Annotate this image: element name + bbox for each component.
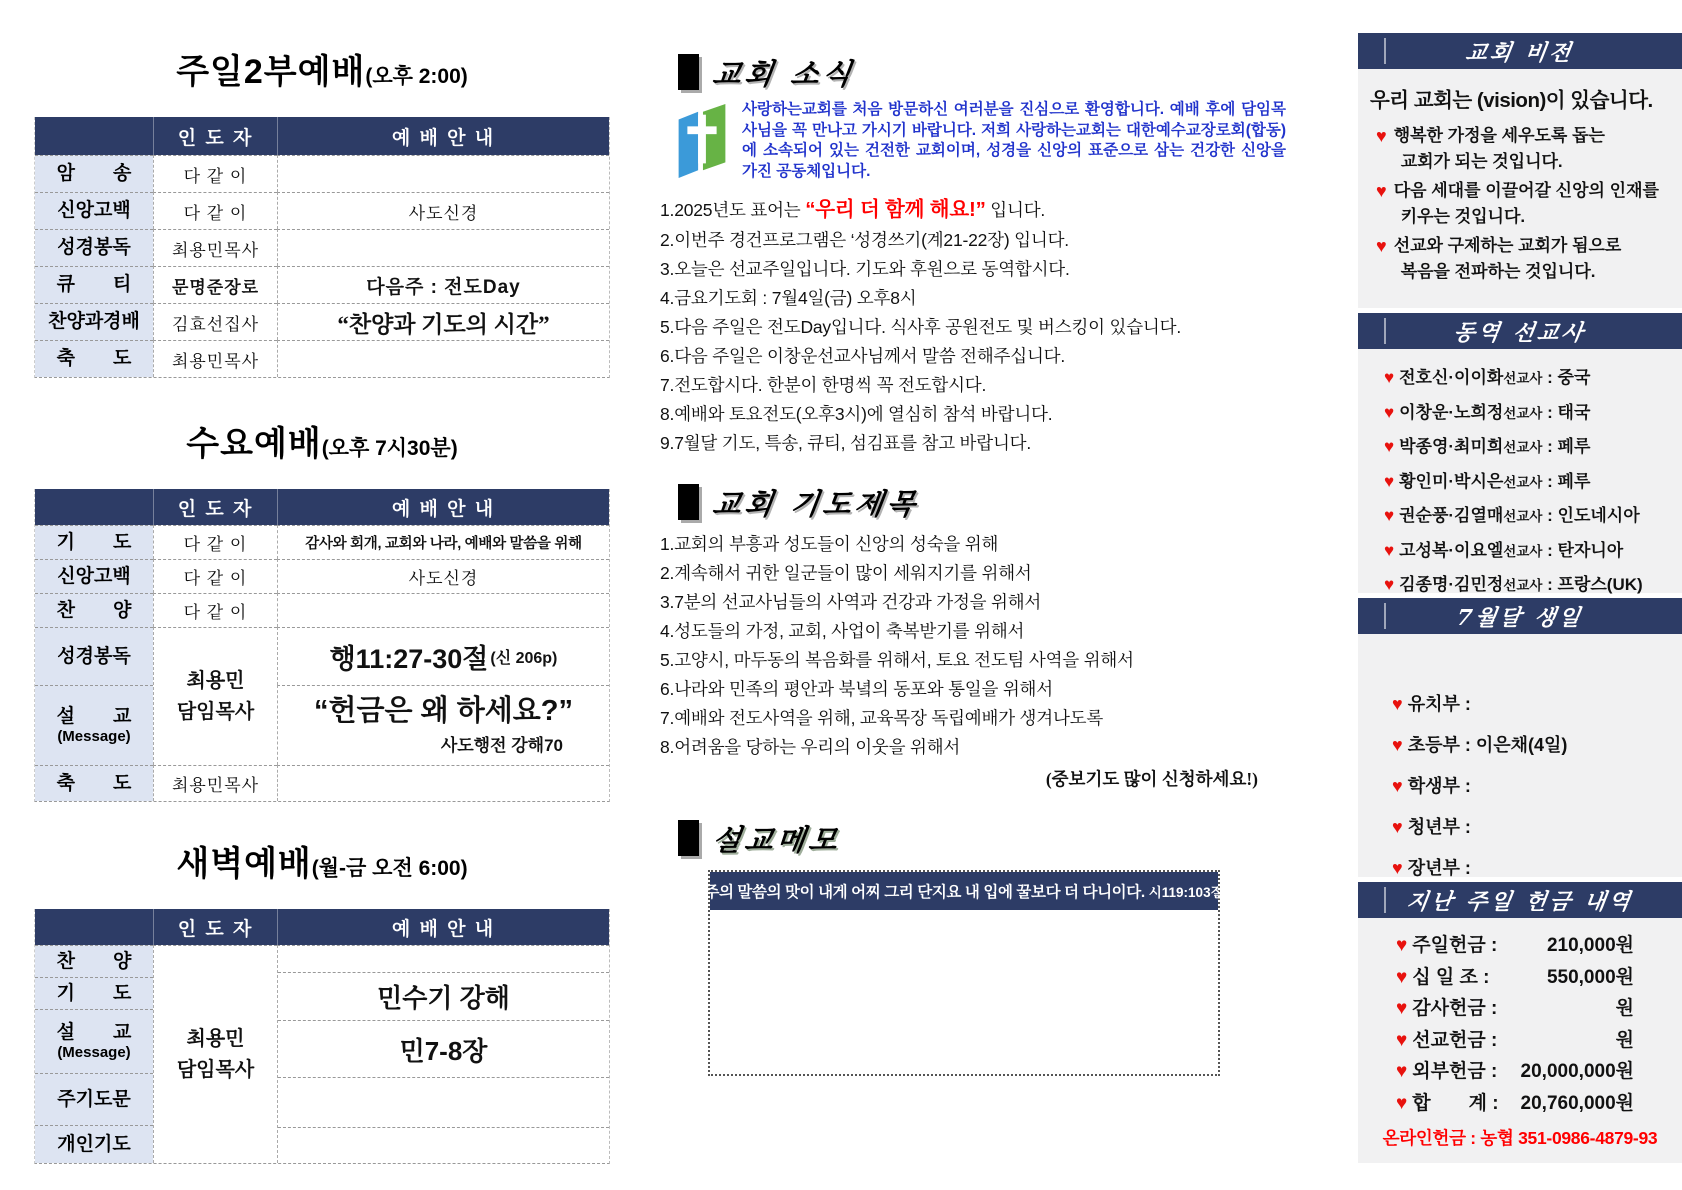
- dawn-service-table: [34, 909, 610, 1164]
- service-title-text: 새벽예배: [176, 845, 312, 883]
- info-cell-chapters: 민7-8장: [278, 1020, 609, 1078]
- service-title: [34, 416, 610, 465]
- row-label-sermon: 설 교 (Message): [35, 685, 153, 765]
- header-leader: 인 도 자: [153, 489, 277, 525]
- offering-amount: 20,760,000원: [1520, 1092, 1634, 1114]
- leader-cell: 다 같 이: [153, 192, 277, 229]
- news-list: [660, 194, 1286, 458]
- missionary-item: ♥ 이창운·노희정선교사 : 태국: [1384, 402, 1591, 422]
- heart-icon: ♥: [1384, 506, 1395, 525]
- offering-row: ♥ 외부헌금 : 20,000,000원: [1358, 1056, 1682, 1088]
- header-empty-cell: [35, 489, 153, 525]
- news-item: 6.다음 주일은 이창운선교사님께서 말씀 전해주십니다.: [660, 346, 1066, 366]
- scripture-text: 행11:27-30절: [329, 644, 489, 674]
- church-news-heading: [660, 52, 1286, 92]
- info-cell: 감사와 회개, 교회와 나라, 예배와 말씀을 위해: [277, 525, 609, 559]
- panel-heading-text: 교회 비전: [1464, 39, 1576, 66]
- birthdays-body: [1358, 634, 1682, 889]
- leader-role: 담임목사: [176, 700, 255, 723]
- panel-heading-text: 지난 주일 헌금 내역: [1404, 888, 1635, 915]
- leader-cell: 문명준장로: [153, 266, 277, 303]
- missionary-item: ♥ 고성복·이요엘선교사 : 탄자니아: [1384, 540, 1624, 560]
- offering-row: ♥ 합 계 : 20,760,000원: [1358, 1088, 1682, 1120]
- heart-icon: ♥: [1376, 126, 1387, 146]
- row-label: 성경봉독: [35, 229, 153, 266]
- missionary-item: ♥ 권순풍·김열매선교사 : 인도네시아: [1384, 506, 1640, 525]
- row-label: 찬 양: [35, 945, 153, 977]
- birthday-item: ♥ 학생부 :: [1392, 776, 1471, 796]
- vision-intro: 우리 교회는 (vision)이 있습니다.: [1370, 89, 1653, 112]
- worship-tables-column: [34, 44, 610, 1164]
- offering-row: ♥ 감사헌금 : 원: [1358, 993, 1682, 1025]
- leader-cell: 최용민목사: [153, 340, 277, 377]
- prayer-item: 4.성도들의 가정, 교회, 사업이 축복받기를 위해서: [660, 621, 1025, 641]
- leader-cell: 다 같 이: [153, 593, 277, 627]
- vision-item: ♥ 선교와 구제하는 교회가 됨으로 복음을 전파하는 것입니다.: [1368, 233, 1674, 285]
- row-label: 암 송: [35, 155, 153, 192]
- heart-icon: ♥: [1384, 540, 1395, 560]
- offering-amount: 550,000원: [1546, 966, 1634, 988]
- row-label: 신앙고백: [35, 559, 153, 593]
- welcome-text: 사랑하는교회를 처음 방문하신 여러분을 진심으로 환영합니다. 예배 후에 담임목사님을 꼭 만나고 가시기 바랍니다. 저희 사랑하는교회는 대한예수교장로회(합동)에 소속되어 있는 건전한 교회이며, 성경을 신앙의 표준으로 삼는 건강한 신앙을 가진 공동체입니다.: [742, 101, 1286, 180]
- section-marker-block: [678, 820, 699, 856]
- merged-leader-cell: [153, 627, 277, 765]
- prayer-heading: [660, 482, 1286, 522]
- row-label: 주기도문: [35, 1073, 153, 1125]
- welcome-block: [660, 100, 1286, 182]
- panel-header: [1358, 313, 1682, 349]
- header-empty-cell: [35, 909, 153, 945]
- missionary-item: ♥ 김종명·김민정선교사 : 프랑스(UK): [1384, 575, 1643, 594]
- birthday-item: ♥ 초등부 : 이은채(4일): [1392, 735, 1568, 755]
- prayer-item: 7.예배와 전도사역을 위해, 교육목장 독립예배가 생겨나도록: [660, 708, 1104, 728]
- info-cell: [277, 229, 609, 266]
- panel-header: [1358, 598, 1682, 634]
- heart-icon: ♥: [1384, 437, 1395, 456]
- service-title-text: 주일2부예배: [176, 53, 366, 91]
- sermon-memo-heading: [660, 818, 1286, 858]
- panel-header: [1358, 33, 1682, 69]
- header-info: 예 배 안 내: [277, 117, 609, 155]
- offering-amount: 원: [1615, 998, 1634, 1019]
- offering-row: ♥ 주일헌금 : 210,000원: [1358, 930, 1682, 962]
- panel-header: [1358, 882, 1682, 918]
- news-item: 1.2025년도 표어는 “우리 더 함께 해요!” 입니다.: [660, 198, 1046, 221]
- leader-cell: 최용민목사: [153, 765, 277, 801]
- news-item: 4.금요기도회 : 7월4일(금) 오후8시: [660, 288, 917, 308]
- info-cell: [277, 765, 609, 801]
- leader-cell: 김효선집사: [153, 303, 277, 340]
- heart-icon: ♥: [1376, 181, 1387, 201]
- info-cell: [277, 155, 609, 192]
- leader-name: 최용민: [186, 1027, 245, 1050]
- dawn-info-column: [277, 945, 609, 1163]
- news-item: 5.다음 주일은 전도Day입니다. 식사후 공원전도 및 버스킹이 있습니다.: [660, 317, 1182, 337]
- missionaries-panel: [1358, 313, 1682, 593]
- header-empty-cell: [35, 117, 153, 155]
- vision-item: ♥ 행복한 가정을 세우도록 돕는 교회가 되는 것입니다.: [1368, 123, 1674, 175]
- info-cell: 다음주 : 전도Day: [277, 266, 609, 303]
- offering-amount: 210,000원: [1546, 935, 1634, 956]
- vision-body: [1358, 69, 1682, 285]
- leader-cell: 다 같 이: [153, 155, 277, 192]
- sermon-series: 사도행전 강해70: [440, 736, 563, 756]
- missionary-item: ♥ 전호신·이이화선교사 : 중국: [1384, 368, 1591, 387]
- prayer-item: 8.어려움을 당하는 우리의 이웃을 위해서: [660, 737, 961, 757]
- offering-amount: 원: [1615, 1029, 1634, 1051]
- sermon-title: “헌금은 왜 하세요?”: [314, 694, 573, 727]
- heart-icon: ♥: [1384, 575, 1395, 594]
- heart-icon: ♥: [1384, 471, 1395, 491]
- prayer-item: 2.계속해서 귀한 일군들이 많이 세워지기를 위해서: [660, 563, 1032, 583]
- heart-icon: ♥: [1396, 1061, 1408, 1082]
- info-cell: 사도신경: [277, 192, 609, 229]
- info-cell: [278, 946, 609, 972]
- prayer-item: 6.나라와 민족의 평안과 북녘의 동포와 통일을 위해서: [660, 679, 1053, 699]
- sermon-label-sub: (Message): [57, 1043, 131, 1061]
- birthday-item: ♥ 장년부 :: [1392, 858, 1471, 878]
- panel-heading-text: 동역 선교사: [1451, 319, 1588, 346]
- heart-icon: ♥: [1396, 998, 1408, 1019]
- heart-icon: ♥: [1384, 368, 1395, 387]
- news-item: 2.이번주 경건프로그램은 ‘성경쓰기(계21-22장) 입니다.: [660, 230, 1069, 250]
- heart-icon: ♥: [1392, 776, 1403, 796]
- header-leader: 인 도 자: [153, 909, 277, 945]
- missionary-item: ♥ 박종영·최미희선교사 : 페루: [1384, 437, 1591, 456]
- panel-heading-text: 7월달 생일: [1454, 604, 1585, 631]
- sunday-service-section: [34, 44, 610, 378]
- heart-icon: ♥: [1396, 1092, 1408, 1114]
- offering-amount: 20,000,000원: [1520, 1061, 1634, 1082]
- heart-icon: ♥: [1392, 817, 1403, 837]
- row-label: 기 도: [35, 525, 153, 559]
- heart-icon: ♥: [1384, 402, 1395, 422]
- wednesday-service-section: [34, 416, 610, 802]
- year-slogan: “우리 더 함께 해요!”: [805, 198, 986, 221]
- missionary-item: ♥ 황인미·박시은선교사 : 페루: [1384, 471, 1591, 491]
- offering-body: [1358, 918, 1682, 1150]
- heart-icon: ♥: [1396, 966, 1408, 988]
- info-panels-column: [1358, 33, 1682, 1163]
- row-label: 큐 티: [35, 266, 153, 303]
- info-cell-book: 민수기 강해: [278, 972, 609, 1020]
- info-cell: [277, 340, 609, 377]
- section-heading-text: 교회 소식: [710, 56, 858, 91]
- row-label-scripture: 성경봉독: [35, 627, 153, 685]
- service-time-text: (월-금 오전 6:00): [311, 857, 468, 880]
- church-door-cross-icon: [676, 102, 728, 178]
- announcements-column: [660, 52, 1286, 1076]
- heart-icon: ♥: [1396, 935, 1408, 956]
- verse-reference: 시119:103절: [1148, 885, 1224, 900]
- row-label: 신앙고백: [35, 192, 153, 229]
- vision-panel: [1358, 33, 1682, 308]
- birthday-item: ♥ 유치부 :: [1392, 694, 1471, 714]
- prayer-item: 3.7분의 선교사님들의 사역과 건강과 가정을 위해서: [660, 592, 1042, 612]
- news-item: 9.7월달 기도, 특송, 큐티, 섬김표를 참고 바랍니다.: [660, 433, 1032, 453]
- verse-bar: [704, 872, 1224, 910]
- missionaries-body: [1358, 349, 1682, 603]
- birthdays-panel: [1358, 598, 1682, 877]
- service-title-text: 수요예배: [186, 425, 322, 463]
- dawn-service-section: [34, 836, 610, 1164]
- prayer-list: [660, 530, 1286, 796]
- info-cell: 사도신경: [277, 559, 609, 593]
- merged-leader-cell: [153, 945, 277, 1163]
- heart-icon: ♥: [1376, 236, 1387, 256]
- prayer-item: 1.교회의 부흥과 성도들이 신앙의 성숙을 위해: [660, 534, 999, 554]
- sunday-service-table: [34, 117, 610, 378]
- row-label: 찬양과경배: [35, 303, 153, 340]
- offering-row: ♥ 선교헌금 : 원: [1358, 1025, 1682, 1057]
- offering-panel: [1358, 882, 1682, 1163]
- info-cell: [277, 593, 609, 627]
- service-title: [34, 836, 610, 885]
- header-info: 예 배 안 내: [277, 909, 609, 945]
- news-item: 3.오늘은 선교주일입니다. 기도와 후원으로 동역합시다.: [660, 259, 1070, 279]
- heart-icon: ♥: [1392, 858, 1403, 878]
- intercession-note: (중보기도 많이 신청하세요!): [1045, 769, 1258, 789]
- section-heading-text: 교회 기도제목: [710, 486, 922, 521]
- header-info: 예 배 안 내: [277, 489, 609, 525]
- info-cell: [278, 1127, 609, 1163]
- heart-icon: ♥: [1392, 694, 1403, 714]
- online-offering-account: 온라인헌금 : 농협 351-0986-4879-93: [1382, 1128, 1658, 1148]
- leader-name: 최용민: [186, 669, 245, 692]
- row-label: 찬 양: [35, 593, 153, 627]
- wednesday-service-table: [34, 489, 610, 802]
- vision-item: ♥ 다음 세대를 이끌어갈 신앙의 인재를 키우는 것입니다.: [1368, 178, 1674, 230]
- row-label: 개인기도: [35, 1125, 153, 1163]
- row-label: 축 도: [35, 765, 153, 801]
- section-marker-block: [678, 484, 699, 520]
- service-title: [34, 44, 610, 93]
- leader-cell: 최용민목사: [153, 229, 277, 266]
- service-time-text: (오후 7시30분): [321, 437, 458, 460]
- news-item: 8.예배와 토요전도(오후3시)에 열심히 참석 바랍니다.: [660, 404, 1053, 424]
- leader-cell: 다 같 이: [153, 559, 277, 593]
- leader-role: 담임목사: [176, 1058, 255, 1081]
- header-leader: 인 도 자: [153, 117, 277, 155]
- scripture-ref: (신 206p): [490, 650, 558, 667]
- row-label: 축 도: [35, 340, 153, 377]
- section-heading-text: 설교메모: [710, 822, 844, 857]
- sermon-notes-box: [704, 870, 1224, 1076]
- scripture-cell: [277, 627, 609, 685]
- service-time-text: (오후 2:00): [365, 65, 468, 88]
- leader-cell: 다 같 이: [153, 525, 277, 559]
- section-marker-block: [678, 54, 699, 90]
- sermon-label-sub: (Message): [57, 727, 131, 745]
- prayer-item: 5.고양시, 마두동의 복음화를 위해서, 토요 전도팀 사역을 위해서: [660, 650, 1134, 670]
- verse-text: 주의 말씀의 맛이 내게 어찌 그리 단지요 내 입에 꿀보다 더 다니이다.: [704, 884, 1145, 901]
- heart-icon: ♥: [1396, 1029, 1408, 1051]
- info-cell: [278, 1077, 609, 1127]
- offering-row: ♥ 십 일 조 : 550,000원: [1358, 962, 1682, 994]
- birthday-item: ♥ 청년부 :: [1392, 817, 1471, 837]
- info-cell: “찬양과 기도의 시간”: [277, 303, 609, 340]
- heart-icon: ♥: [1392, 735, 1403, 755]
- row-label: 기 도: [35, 977, 153, 1009]
- row-label-sermon: 설 교 (Message): [35, 1009, 153, 1073]
- news-item: 7.전도합시다. 한분이 한명씩 꼭 전도합시다.: [660, 375, 987, 395]
- sermon-cell: [277, 685, 609, 765]
